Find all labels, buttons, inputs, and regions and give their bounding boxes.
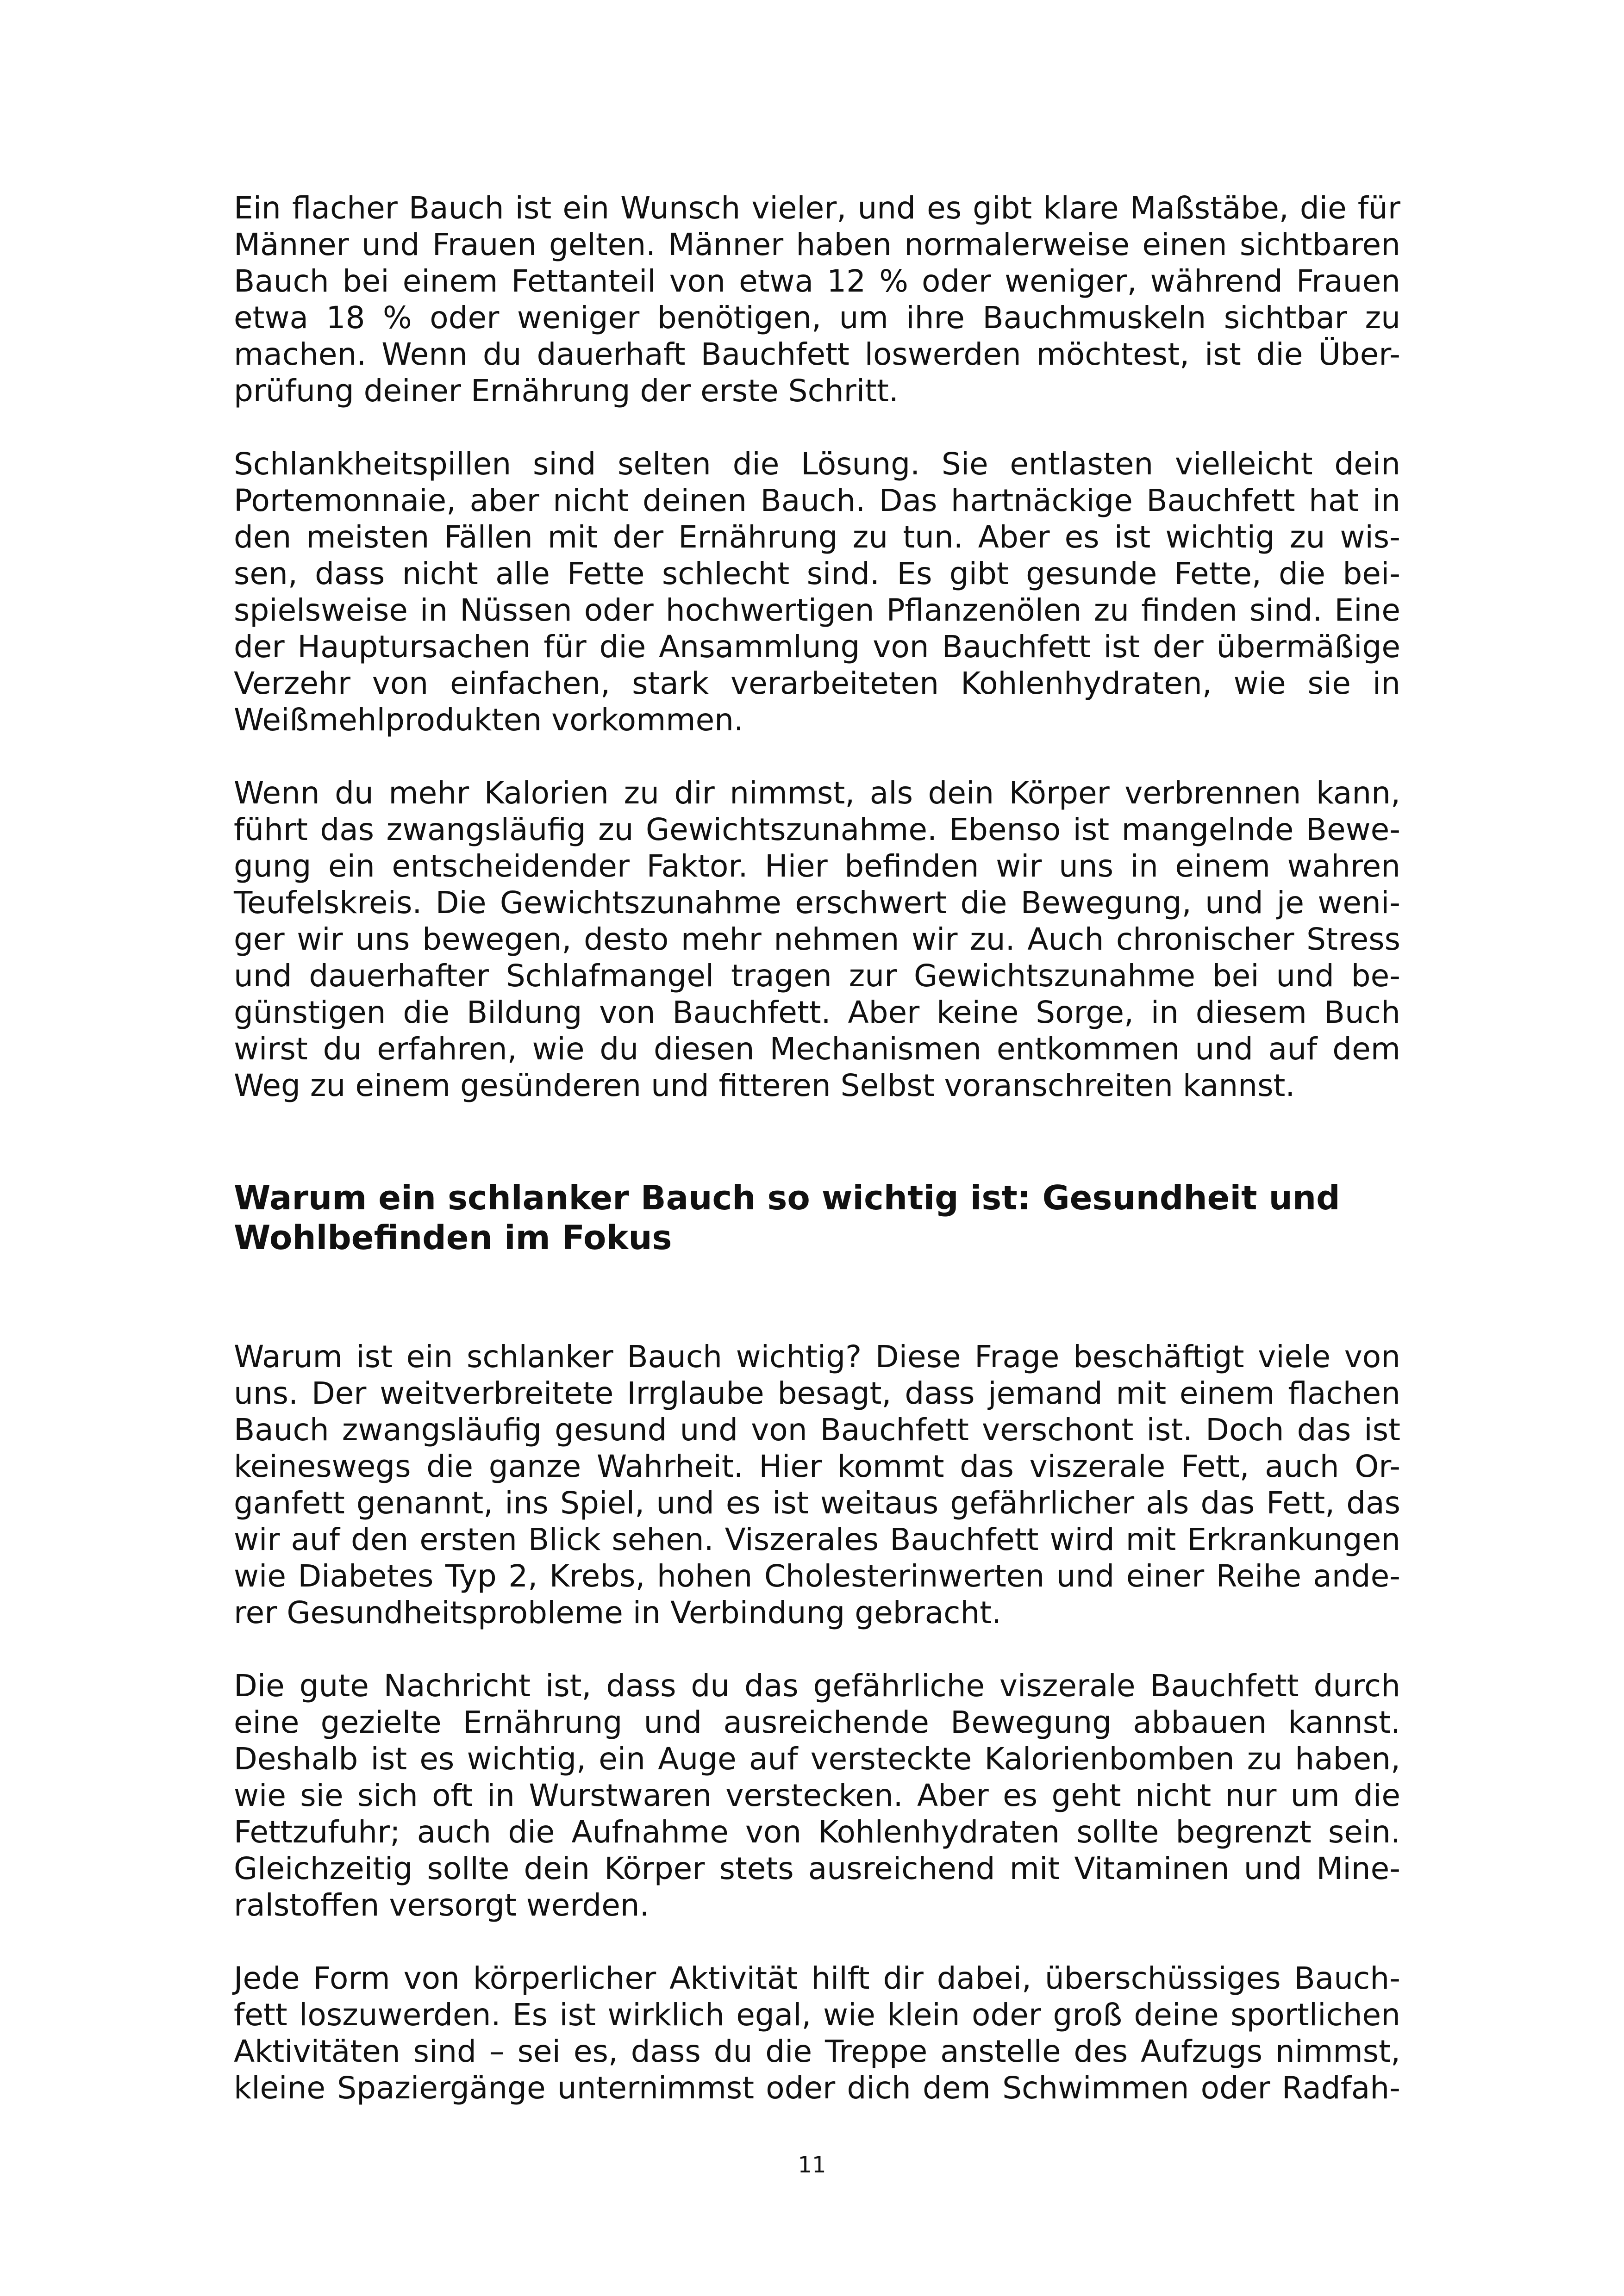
text-line: machen. Wenn du dauerhaft Bauchfett loswerden möchtest, ist die Über- (234, 336, 1400, 372)
text-line: Teufelskreis. Die Gewichtszunahme erschwert die Bewegung, und je weni- (234, 885, 1400, 921)
text-line: rer Gesundheitsprobleme in Verbindung gebracht. (234, 1595, 1002, 1630)
text-line: prüfung deiner Ernährung der erste Schritt. (234, 373, 899, 409)
heading-line: Warum ein schlanker Bauch so wichtig ist: Gesundheit und (234, 1178, 1340, 1217)
paragraph-slimming-pills (234, 446, 1400, 738)
text-line: wie sie sich oft in Wurstwaren verstecken. Aber es geht nicht nur um die (234, 1778, 1400, 1813)
text-line: uns. Der weitverbreitete Irrglaube besagt, dass jemand mit einem flachen (234, 1375, 1400, 1411)
text-line: sen, dass nicht alle Fette schlecht sind. Es gibt gesunde Fette, die bei- (234, 556, 1400, 591)
text-line: wie Diabetes Typ 2, Krebs, hohen Cholesterinwerten und einer Reihe ande- (234, 1558, 1400, 1594)
text-line: fett loszuwerden. Es ist wirklich egal, wie klein oder groß deine sportlichen (234, 1997, 1400, 2033)
text-line: Weißmehlprodukten vorkommen. (234, 702, 743, 738)
paragraph-good-news (234, 1668, 1400, 1923)
text-line: Verzehr von einfachen, stark verarbeiteten Kohlenhydraten, wie sie in (234, 666, 1400, 701)
text-line: den meisten Fällen mit der Ernährung zu tun. Aber es ist wichtig zu wis- (234, 519, 1400, 555)
text-line: ralstoffen versorgt werden. (234, 1887, 650, 1923)
paragraph-physical-activity (234, 1960, 1400, 2106)
text-line: wirst du erfahren, wie du diesen Mechanismen entkommen und auf dem (234, 1031, 1400, 1067)
text-line: Portemonnaie, aber nicht deinen Bauch. Das hartnäckige Bauchfett hat in (234, 483, 1400, 518)
text-line: Schlankheitspillen sind selten die Lösung. Sie entlasten vielleicht dein (234, 446, 1400, 482)
text-line: Männer und Frauen gelten. Männer haben normalerweise einen sichtbaren (234, 227, 1400, 262)
text-line: Jede Form von körperlicher Aktivität hilft dir dabei, überschüssiges Bauch- (234, 1960, 1400, 1996)
text-line: etwa 18 % oder weniger benötigen, um ihre Bauchmuskeln sichtbar zu (234, 300, 1400, 336)
text-line: spielsweise in Nüssen oder hochwertigen Pflanzenölen zu finden sind. Eine (234, 592, 1400, 628)
text-line: günstigen die Bildung von Bauchfett. Aber keine Sorge, in diesem Buch (234, 995, 1400, 1030)
text-line: kleine Spaziergänge unternimmst oder dich dem Schwimmen oder Radfah- (234, 2070, 1400, 2106)
paragraph-flat-belly (234, 190, 1400, 409)
text-line: keineswegs die ganze Wahrheit. Hier kommt das viszerale Fett, auch Or- (234, 1449, 1400, 1484)
text-line: Die gute Nachricht ist, dass du das gefährliche viszerale Bauchfett durch (234, 1668, 1400, 1704)
section-heading (234, 1178, 1400, 1257)
text-line: führt das zwangsläufig zu Gewichtszunahme. Ebenso ist mangelnde Bewe- (234, 812, 1400, 847)
text-line: eine gezielte Ernährung und ausreichende Bewegung abbauen kannst. (234, 1705, 1400, 1740)
text-line: gung ein entscheidender Faktor. Hier befinden wir uns in einem wahren (234, 848, 1400, 884)
paragraph-calories (234, 775, 1400, 1104)
page-number: 11 (798, 2152, 826, 2178)
text-line: Ein flacher Bauch ist ein Wunsch vieler, und es gibt klare Maßstäbe, die für (234, 190, 1400, 226)
text-line: Aktivitäten sind – sei es, dass du die Treppe anstelle des Aufzugs nimmst, (234, 2034, 1400, 2069)
page-content (234, 190, 1400, 2106)
text-line: Warum ist ein schlanker Bauch wichtig? Diese Frage beschäftigt viele von (234, 1339, 1400, 1375)
text-line: Gleichzeitig sollte dein Körper stets ausreichend mit Vitaminen und Mine- (234, 1851, 1400, 1886)
heading-line: Wohlbefinden im Fokus (234, 1218, 672, 1257)
text-line: Wenn du mehr Kalorien zu dir nimmst, als dein Körper verbrennen kann, (234, 775, 1400, 811)
text-line: und dauerhafter Schlafmangel tragen zur Gewichtszunahme bei und be- (234, 958, 1400, 994)
text-line: wir auf den ersten Blick sehen. Viszerales Bauchfett wird mit Erkrankungen (234, 1522, 1400, 1557)
text-line: der Hauptursachen für die Ansammlung von Bauchfett ist der übermäßige (234, 629, 1400, 665)
text-line: Fettzufuhr; auch die Aufnahme von Kohlenhydraten sollte begrenzt sein. (234, 1814, 1400, 1850)
paragraph-why-slim-belly (234, 1338, 1400, 1631)
text-line: Bauch bei einem Fettanteil von etwa 12 % oder weniger, während Frauen (234, 263, 1400, 299)
text-line: ger wir uns bewegen, desto mehr nehmen wir zu. Auch chronischer Stress (234, 921, 1400, 957)
text-line: Weg zu einem gesünderen und fitteren Selbst voranschreiten kannst. (234, 1068, 1295, 1103)
text-line: Deshalb ist es wichtig, ein Auge auf versteckte Kalorienbomben zu haben, (234, 1741, 1400, 1777)
text-line: ganfett genannt, ins Spiel, und es ist weitaus gefährlicher als das Fett, das (234, 1485, 1400, 1521)
text-line: Bauch zwangsläufig gesund und von Bauchfett verschont ist. Doch das ist (234, 1412, 1400, 1448)
